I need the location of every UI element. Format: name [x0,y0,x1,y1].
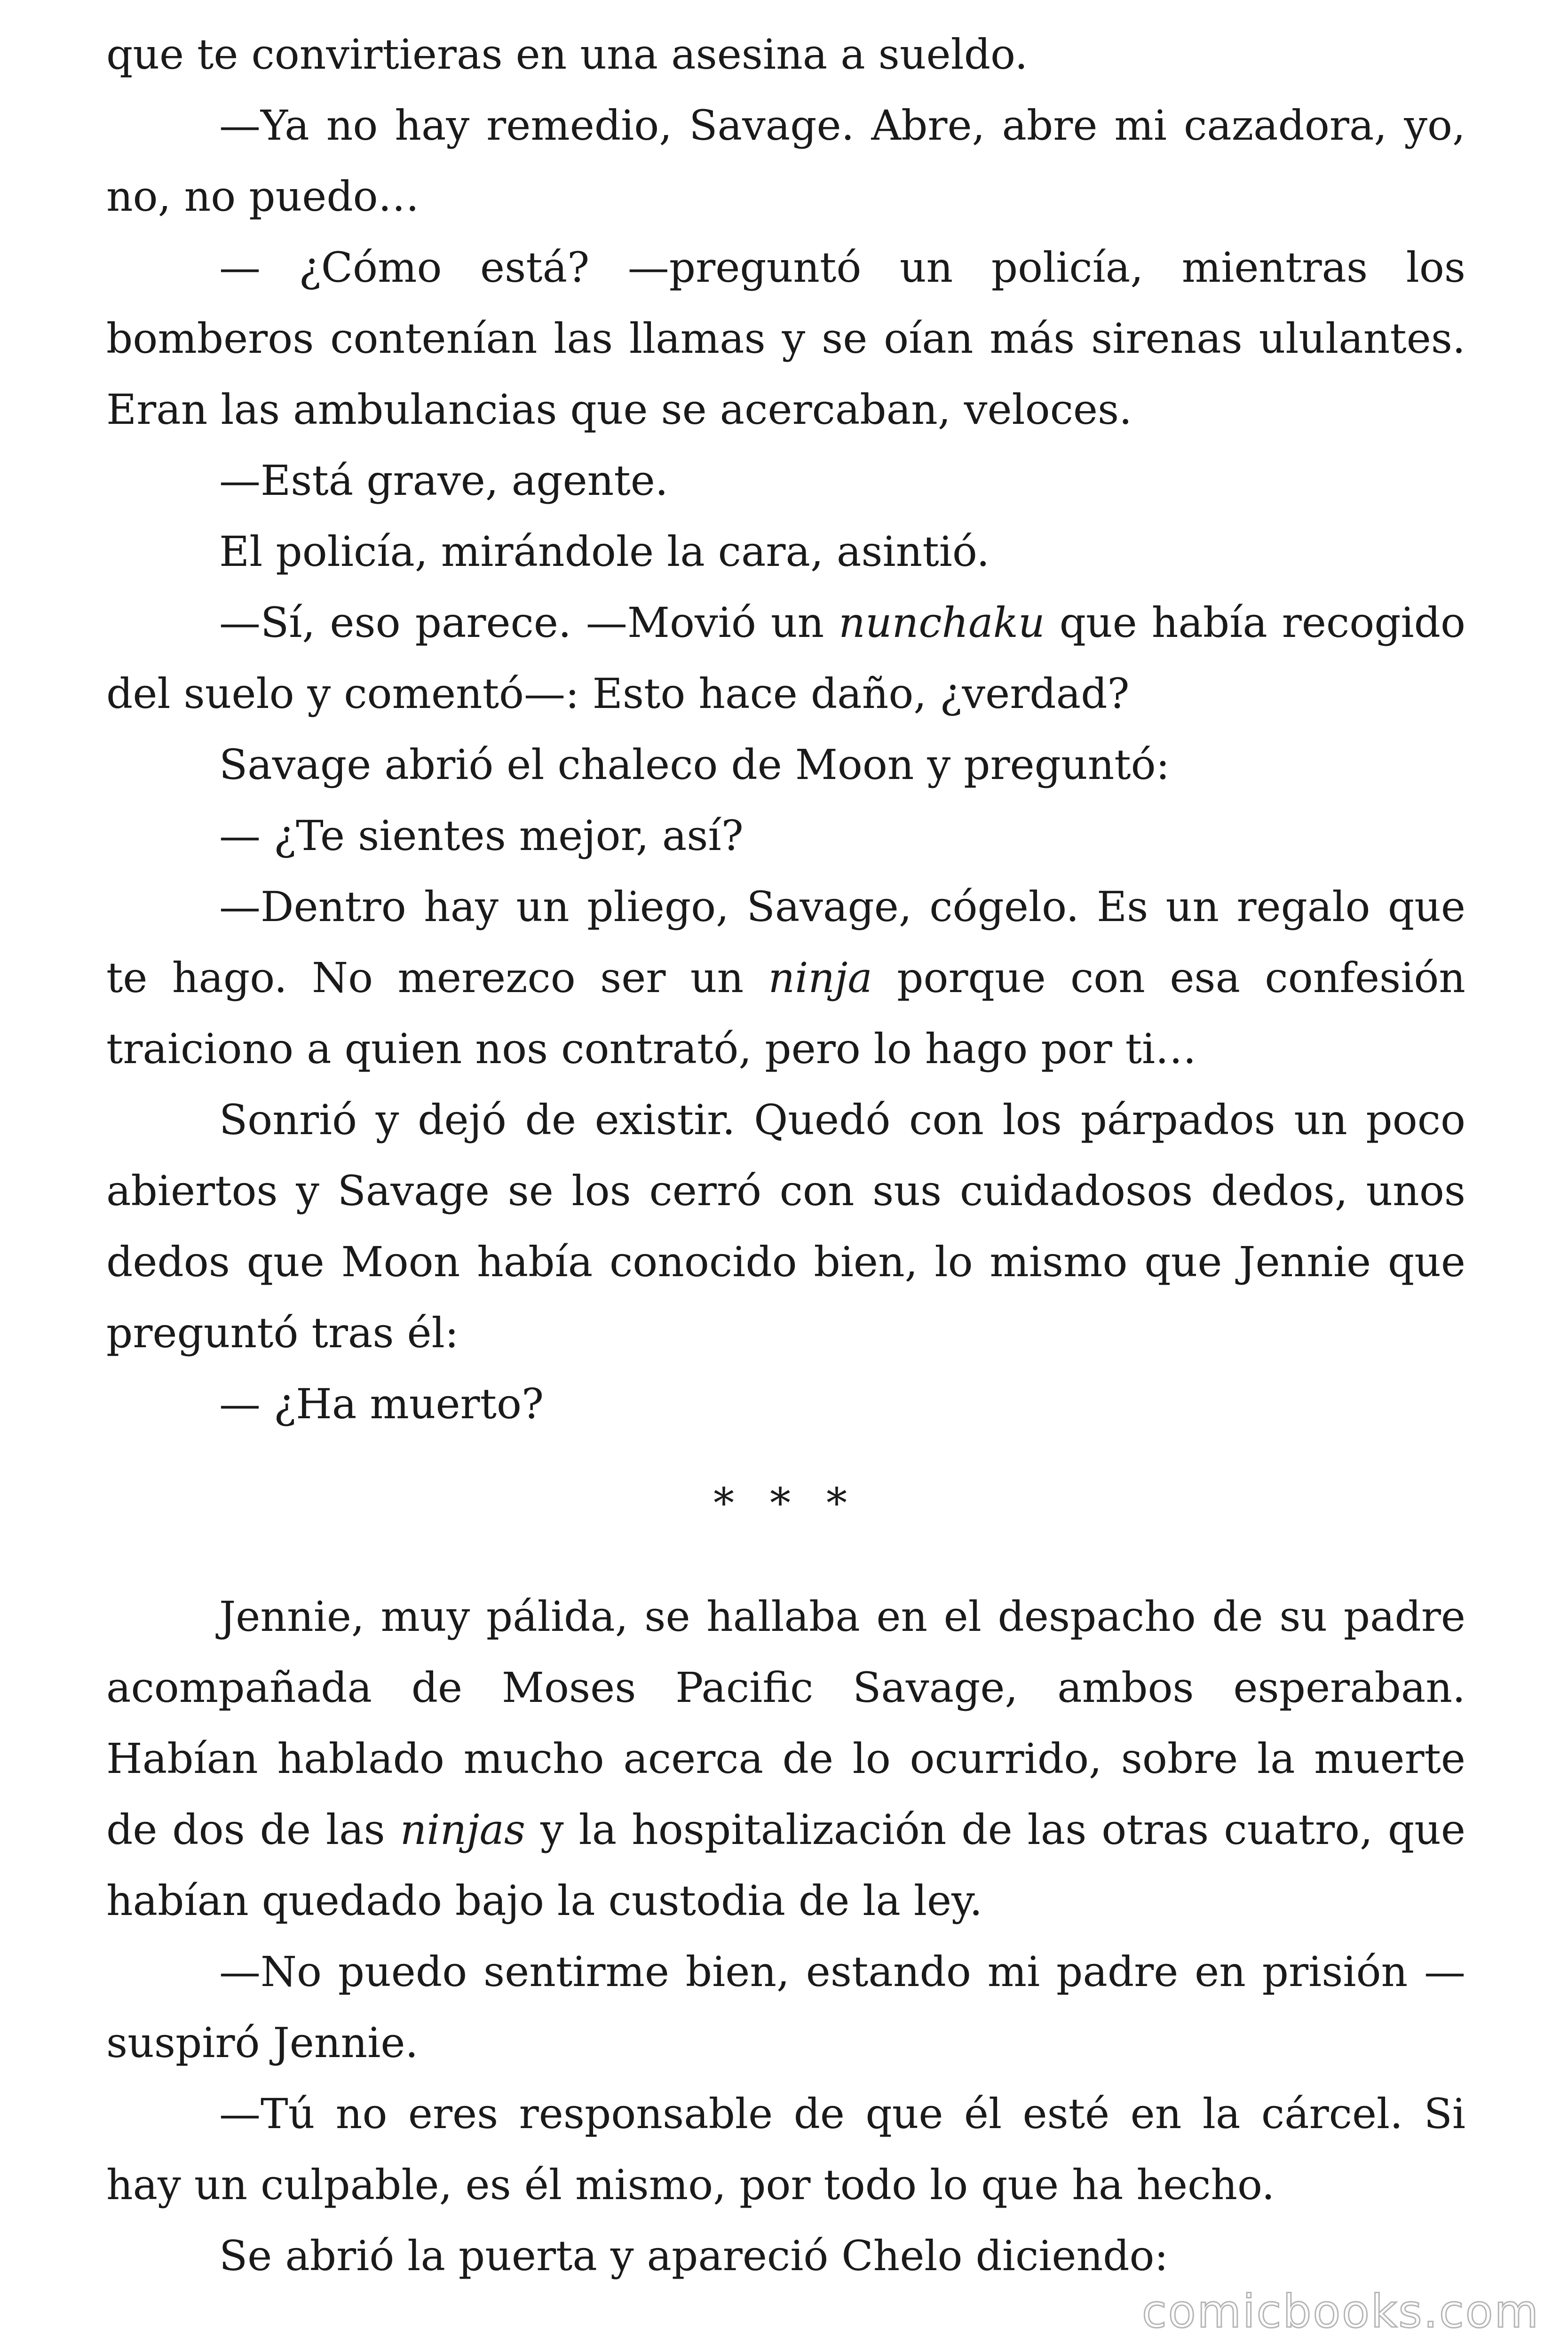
paragraph [106,445,1465,516]
paragraph-text: y la hospitalización de las otras cuatro, que habían quedado bajo la custodia de la ley. [106,1805,1465,1925]
paragraph-text: —Tú no eres responsable de que él esté en la cárcel. Si hay un culpable, es él mismo, por todo lo que ha hecho. [106,2090,1465,2209]
italic-text: nunchaku [839,598,1045,647]
paragraph [106,90,1465,232]
paragraph-text: Savage abrió el chaleco de Moon y preguntó: [219,740,1170,789]
paragraph [106,2220,1465,2291]
watermark-logo: comicbooks.com [1141,2285,1540,2338]
paragraph [106,1084,1465,1368]
paragraph [106,232,1465,445]
paragraph-text: que había recogido del suelo y comentó—: Esto hace daño, ¿verdad? [106,598,1465,718]
paragraph-text: que te convirtieras en una asesina a sueldo. [106,30,1028,79]
paragraph [106,1936,1465,2078]
section-break: * * * [713,1479,858,1527]
text-block-before-break [106,19,1465,1439]
paragraph [106,19,1465,90]
paragraph-text: — ¿Ha muerto? [219,1380,544,1428]
paragraph-text: Sonrió y dejó de existir. Quedó con los párpados un poco abiertos y Savage se los cerró con sus cuidadosos dedos, unos dedos que Moon había conocido bien, lo mismo que Jennie que preguntó tras él: [106,1096,1465,1357]
paragraph-text: El policía, mirándole la cara, asintió. [219,527,990,576]
book-page [106,19,1465,2291]
paragraph [106,516,1465,587]
paragraph-text: —Ya no hay remedio, Savage. Abre, abre mi cazadora, yo, no, no puedo… [106,101,1465,221]
paragraph-text: —Está grave, agente. [219,456,668,505]
paragraph-text: — ¿Cómo está? —preguntó un policía, mientras los bomberos contenían las llamas y se oían más sirenas ululantes. Eran las ambulancias que se acercaban, veloces. [106,243,1465,434]
paragraph [106,800,1465,871]
paragraph-text: porque con esa confesión traiciono a quien nos contrató, pero lo hago por ti… [106,954,1465,1073]
paragraph [106,871,1465,1084]
paragraph-text: —Sí, eso parece. —Movió un [219,598,839,647]
italic-text: ninja [768,954,872,1002]
paragraph-text: —Dentro hay un pliego, Savage, cógelo. Es un regalo que te hago. No merezco ser un [106,882,1465,1002]
paragraph-text: Jennie, muy pálida, se hallaba en el despacho de su padre acompañada de Moses Pacific Savage, ambos esperaban. Habían hablado mucho acerca de lo ocurrido, sobre la muerte de dos de las [106,1592,1465,1854]
paragraph-text: — ¿Te sientes mejor, así? [219,811,744,860]
paragraph-text: Se abrió la puerta y apareció Chelo diciendo: [219,2232,1169,2280]
paragraph [106,729,1465,800]
paragraph [106,587,1465,729]
text-block-after-break [106,1581,1465,2291]
italic-text: ninjas [400,1805,526,1854]
paragraph-text: —No puedo sentirme bien, estando mi padre en prisión — suspiró Jennie. [106,1947,1465,2067]
paragraph [106,2078,1465,2220]
paragraph [106,1581,1465,1936]
paragraph [106,1368,1465,1439]
